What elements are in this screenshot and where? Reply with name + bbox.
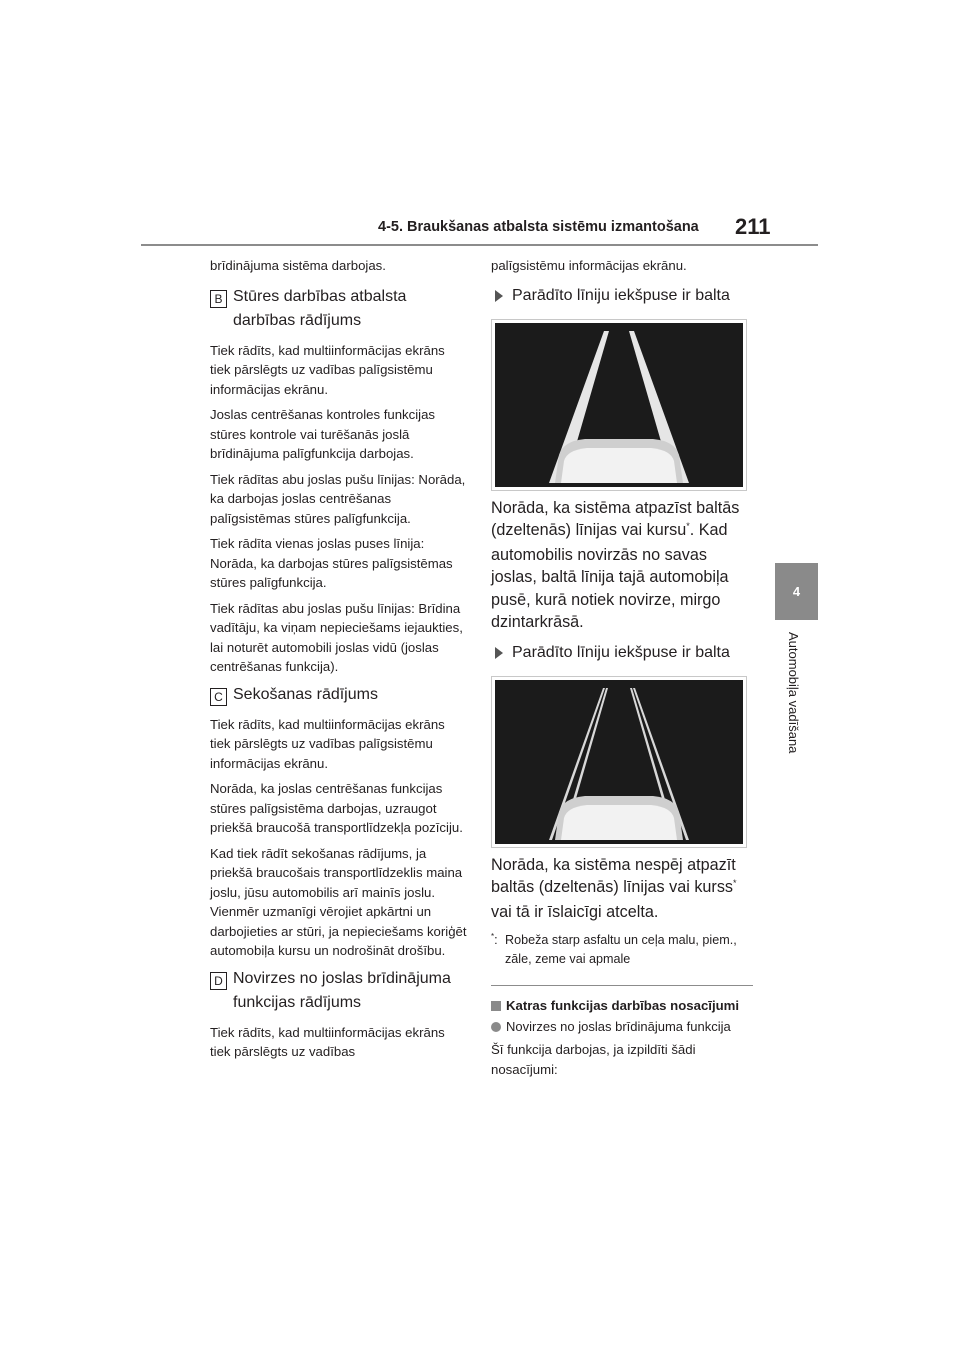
section-c-paragraph: Norāda, ka joslas centrēšanas funkcijas stūres palīgsistēma darbojas, uzraugot priekšā braucošā transportlīdzekļa pozīciju. xyxy=(210,781,463,835)
footnote-text: Robeža starp asfaltu un ceļa malu, piem., zāle, zeme vai apmale xyxy=(505,933,737,966)
section-b-heading xyxy=(210,285,468,333)
section-b-title: Stūres darbības atbalsta darbības rādījums xyxy=(233,287,407,329)
page-number: 211 xyxy=(735,214,771,239)
section-b-letter: B xyxy=(210,290,227,308)
footnote-colon: : xyxy=(494,933,498,947)
display-state-2-description-text: Norāda, ka sistēma nespēj atpazīt baltās (dzeltenās) līnijas vai kurss xyxy=(491,855,736,896)
conditions-paragraph: Šī funkcija darbojas, ja izpildīti šādi nosacījumi: xyxy=(491,1042,696,1077)
display-state-1 xyxy=(491,285,753,307)
chapter-label: Automobiļa vadīšana xyxy=(786,632,801,754)
section-b-paragraph: Tiek rādītas abu joslas pušu līnijas: Norāda, ka darbojas joslas centrēšanas palīgsistēmas stūres palīgfunkcija. xyxy=(210,471,466,526)
footnote-ref: * xyxy=(733,878,737,888)
conditions-subheading-text: Novirzes no joslas brīdinājuma funkcija xyxy=(506,1019,731,1034)
section-b-paragraph: Tiek rādītas abu joslas pušu līnijas: Brīdina vadītāju, ka viņam nepieciešams iejaukties, lai noturēt automobili joslas vidū (joslas centrēšanas funkcija). xyxy=(210,600,463,674)
section-c-title: Sekošanas rādījums xyxy=(233,685,378,703)
display-state-1-description-text: . Kad automobilis novirzās no savas joslas, baltā līnija tajā automobiļa pusē, kurā notiek novirze, mirgo dzintarkrāsā. xyxy=(491,521,729,631)
section-b-paragraph: Tiek rādīts, kad multiinformācijas ekrāns tiek pārslēgts uz vadības palīgsistēmu informācijas ekrānu. xyxy=(210,342,445,397)
conditions-subheading xyxy=(491,1019,753,1034)
section-c-paragraph: Tiek rādīts, kad multiinformācijas ekrāns tiek pārslēgts uz vadības palīgsistēmu informācijas ekrānu. xyxy=(210,716,445,771)
header-title: 4-5. Braukšanas atbalsta sistēmu izmantošana xyxy=(378,219,699,235)
lane-display-recognized-figure xyxy=(491,319,747,491)
footnote-marker xyxy=(491,931,505,969)
conditions-heading-text: Katras funkcijas darbības nosacījumi xyxy=(506,998,740,1013)
section-divider xyxy=(491,985,753,986)
arrow-right-icon xyxy=(495,290,503,302)
left-lead: brīdinājuma sistēma darbojas. xyxy=(210,258,386,273)
footnote xyxy=(491,931,753,969)
conditions-heading xyxy=(491,998,753,1013)
display-state-1-label: Parādīto līniju iekšpuse ir balta xyxy=(512,286,730,304)
footnote-ref: * xyxy=(686,521,690,531)
right-column xyxy=(491,256,753,1085)
display-state-1-description-text: Norāda, ka sistēma atpazīst baltās (dzeltenās) līnijas vai kursu xyxy=(491,498,740,539)
display-state-2-description xyxy=(491,854,753,924)
section-d-title: Novirzes no joslas brīdinājuma funkcijas rādījums xyxy=(233,969,451,1011)
section-b-paragraph: Tiek rādīta vienas joslas puses līnija: Norāda, ka darbojas stūres palīgsistēmas stūres palīgfunkcija. xyxy=(210,536,453,590)
display-state-2-description-text: vai tā ir īslaicīgi atcelta. xyxy=(491,902,659,921)
section-d-paragraph: Tiek rādīts, kad multiinformācijas ekrāns tiek pārslēgts uz vadības xyxy=(210,1024,445,1059)
lane-display-unrecognized-illustration xyxy=(495,680,743,844)
section-c-letter: C xyxy=(210,688,227,706)
section-d-heading xyxy=(210,967,468,1015)
chapter-tab: 4 xyxy=(775,563,818,620)
right-lead: palīgsistēmu informācijas ekrānu. xyxy=(491,258,687,273)
section-b-paragraph: Joslas centrēšanas kontroles funkcijas stūres kontrole vai turēšanās joslā brīdinājuma palīgfunkcija darbojas. xyxy=(210,407,436,461)
square-bullet-icon xyxy=(491,1001,501,1011)
header-rule xyxy=(141,244,818,246)
left-column xyxy=(210,256,468,1068)
display-state-1-description xyxy=(491,497,753,634)
circle-bullet-icon xyxy=(491,1022,501,1032)
footnote-asterisk: * xyxy=(491,932,495,941)
arrow-right-icon xyxy=(495,647,503,659)
section-d-letter: D xyxy=(210,972,227,990)
lane-display-unrecognized-figure xyxy=(491,676,747,848)
section-c-paragraph: Kad tiek rādīt sekošanas rādījums, ja priekšā braucošais transportlīdzeklis maina joslu, jūsu automobilis arī mainīs joslu. Vienmēr uzmanīgi vērojiet apkārtni un darbojieties ar stūri, ja nepieciešams koriģēt automobiļa kursu un nodrošināt drošību. xyxy=(210,845,467,958)
display-state-2-label: Parādīto līniju iekšpuse ir balta xyxy=(512,643,730,661)
lane-display-recognized-illustration xyxy=(495,323,743,487)
display-state-2 xyxy=(491,642,753,664)
section-c-heading xyxy=(210,683,468,707)
